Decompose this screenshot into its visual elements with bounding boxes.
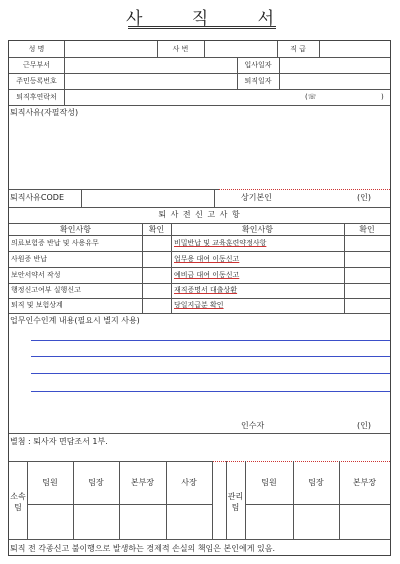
seal-mark: (인): [357, 193, 371, 202]
dept-label: 근무부서: [22, 61, 51, 69]
list-item: 비밀반납 및 교육훈련약정사항: [174, 239, 267, 247]
approval-right-col-3: 본부장: [352, 478, 377, 487]
receiver-seal: (인): [357, 421, 371, 430]
approval-left-col-1: 팀원: [42, 478, 58, 487]
list-item: 당일지급분 확인: [174, 301, 224, 309]
approval-left-col-4: 사장: [181, 478, 197, 487]
footer-note: 퇴직 전 각종신고 불이행으로 발생하는 경제적 손실의 책임은 본인에게 있음.: [10, 544, 275, 553]
title-underline: [128, 26, 276, 27]
reason-code-label: 퇴직사유CODE: [10, 193, 65, 202]
list-item: 예비금 대여 이동신고: [174, 271, 240, 279]
report-header-4: 확인: [359, 225, 375, 234]
report-header-1: 확인사항: [60, 225, 91, 234]
list-item: 사원증 반납: [11, 255, 48, 263]
rrn-label: 주민등록번호: [16, 77, 57, 85]
approval-right-col-2: 팀장: [308, 478, 324, 487]
report-header-3: 확인사항: [242, 225, 273, 234]
list-item: 퇴직 및 보험상계: [11, 301, 63, 309]
position-label: 직 급: [290, 45, 306, 53]
report-header-2: 확인: [148, 225, 165, 234]
resignation-form: [8, 40, 391, 556]
resign-date-label: 퇴직일자: [244, 77, 272, 85]
phone-close: ): [381, 93, 384, 101]
approval-left-col-3: 본부장: [130, 478, 155, 487]
page-title: 사 직 서: [125, 9, 297, 29]
address-label: 퇴직후연락처: [16, 93, 57, 101]
emp-no-label: 사 번: [172, 45, 189, 53]
title-underline-2: [128, 28, 276, 29]
list-item: 재직증명서 대출상환: [174, 286, 238, 294]
list-item: 의료보험증 반납 및 사용유무: [11, 239, 99, 247]
confirm-label: 상기본인: [241, 193, 272, 202]
phone-icon: (☏: [305, 93, 317, 101]
approval-left-label: 소속팀: [10, 492, 26, 512]
list-item: 보안서약서 작성: [11, 271, 61, 279]
reason-label: 퇴직사유(자필작성): [10, 108, 79, 117]
approval-left-col-2: 팀장: [88, 478, 104, 487]
approval-right-label: 관리팀: [227, 492, 244, 512]
list-item: 행정신고여부 실행신고: [11, 286, 81, 294]
receiver-label: 인수자: [241, 421, 265, 430]
report-heading: 퇴 사 전 신 고 사 항: [158, 210, 241, 219]
handover-label: 업무인수인계 내용(필요시 별지 사용): [10, 316, 140, 325]
name-label: 성 명: [28, 45, 45, 53]
approval-right-col-1: 팀원: [261, 478, 277, 487]
join-date-label: 입사일자: [244, 61, 272, 69]
attachment-note: 별첨 : 퇴사자 면담조서 1부.: [10, 437, 108, 446]
list-item: 업무용 대여 이동신고: [174, 255, 240, 263]
